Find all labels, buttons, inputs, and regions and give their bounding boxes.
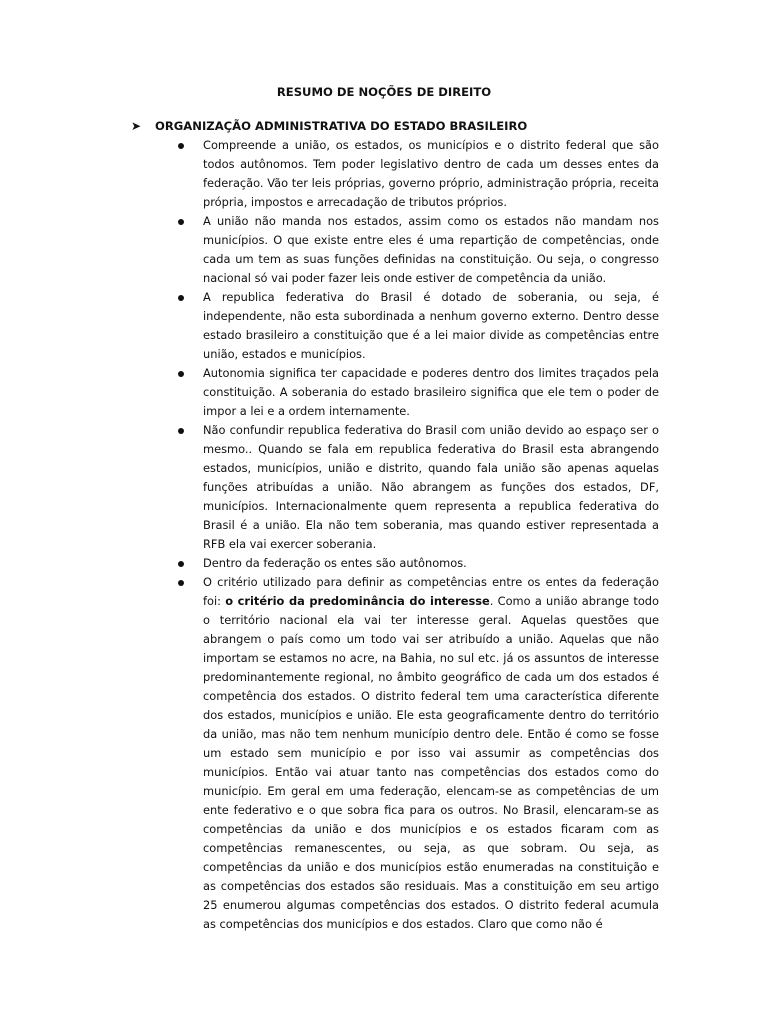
arrow-right-icon: ➤ [131, 119, 142, 133]
section-heading: ORGANIZAÇÃO ADMINISTRATIVA DO ESTADO BRASILEIRO [155, 119, 528, 133]
bullet-list [175, 136, 659, 934]
list-item-text: Autonomia significa ter capacidade e poderes dentro dos limites traçados pela constituição. A soberania do estado brasileiro significa que ele tem o poder de impor a lei e a ordem internamente. [203, 366, 659, 418]
list-item-text-before: O critério utilizado para definir as competências entre os entes da federação foi: [203, 575, 659, 608]
list-item-text: Dentro da federação os entes são autônomos. [203, 556, 467, 570]
section-header [131, 116, 671, 136]
bullet-icon [178, 428, 184, 434]
list-item [175, 554, 659, 573]
list-item-text: A união não manda nos estados, assim como os estados não mandam nos municípios. O que existe entre eles é uma repartição de competências, onde cada um tem as suas funções definidas na constituição. Ou seja, o congresso nacional só vai poder fazer leis onde estiver de competência da união. [203, 214, 659, 285]
bullet-icon [178, 295, 184, 301]
list-item [175, 573, 659, 934]
list-item [175, 288, 659, 364]
document-title: RESUMO DE NOÇÕES DE DIREITO [276, 85, 492, 99]
bullet-icon [178, 219, 184, 225]
list-item-text-after: . Como a união abrange todo o território nacional ela vai ter interesse geral. Aquelas questões que abrangem o país como um todo vai ser atribuído a união. Aquelas que não importam se estamos no acre, na Bahia, no sul etc. já os assuntos de interesse predominantemente regional, no âmbito geográfico de cada um dos estados é competência dos estados. O distrito federal tem uma característica diferente dos estados, municípios e união. Ele esta geograficamente dentro do território da união, mas não tem nenhum município dentro dele. Então é como se fosse um estado sem município e por isso vai assumir as competências dos municípios. Então vai atuar tanto nas competências dos estados como do município. Em geral em uma federação, elencam-se as competências de um ente federativo e o que sobra fica para os outros. No Brasil, elencaram-se as competências da união e dos municípios e os estados ficaram com as competências remanescentes, ou seja, as que sobram. Ou seja, as competências da união e dos municípios estão enumeradas na constituição e as competências dos estados são residuais. Mas a constituição em seu artigo 25 enumerou algumas competências dos estados. O distrito federal acumula as competências dos municípios e dos estados. Claro que como não é [203, 594, 659, 931]
list-item-text: A republica federativa do Brasil é dotado de soberania, ou seja, é independente, não esta subordinada a nenhum governo externo. Dentro desse estado brasileiro a constituição que é a lei maior divide as competências entre união, estados e municípios. [203, 290, 659, 361]
list-item [175, 364, 659, 421]
list-item-text: Compreende a união, os estados, os municípios e o distrito federal que são todos autônomos. Tem poder legislativo dentro de cada um desses entes da federação. Vão ter leis próprias, governo próprio, administração própria, receita própria, impostos e arrecadação de tributos próprios. [203, 138, 659, 209]
list-item [175, 212, 659, 288]
list-item [175, 421, 659, 554]
bullet-icon [178, 143, 184, 149]
bullet-icon [178, 371, 184, 377]
section-heading-row [131, 116, 671, 136]
emphasis-text: o critério da predominância do interesse [225, 594, 490, 608]
bullet-icon [178, 580, 184, 586]
bullet-icon [178, 561, 184, 567]
list-item-text: Não confundir republica federativa do Brasil com união devido ao espaço ser o mesmo.. Quando se fala em republica federativa do Brasil esta abrangendo estados, municípios, união e distrito, quando fala união são apenas aquelas funções atribuídas a união. Não abrangem as funções dos estados, DF, municípios. Internacionalmente quem representa a republica federativa do Brasil é a união. Ela não tem soberania, mas quando estiver representada a RFB ela vai exercer soberania. [203, 423, 659, 551]
list-item [175, 136, 659, 212]
